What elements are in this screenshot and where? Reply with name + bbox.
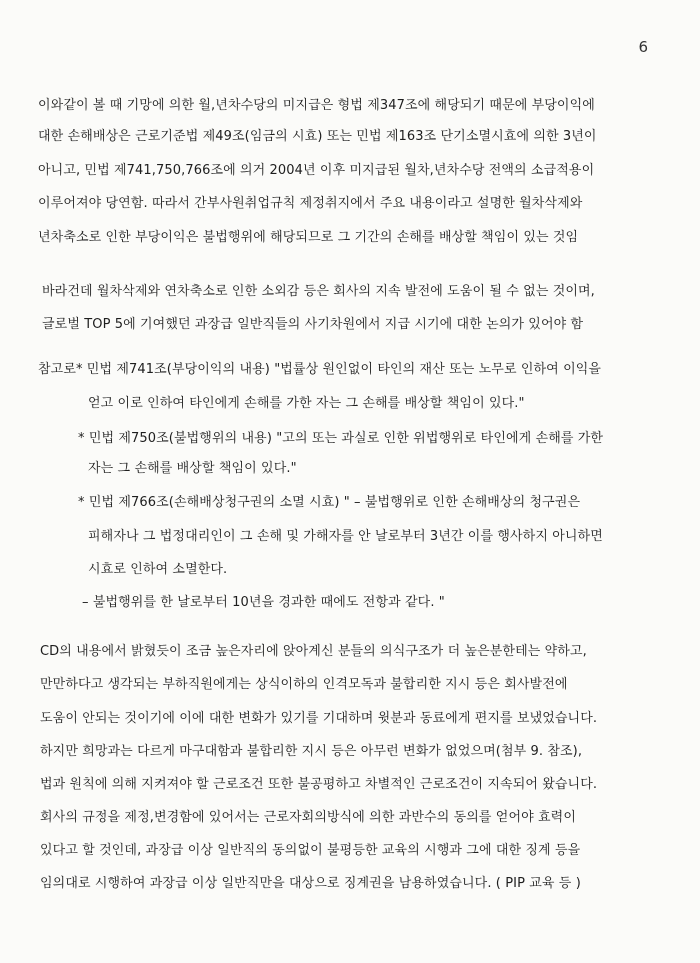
text-line: 임의대로 시행하여 과장급 이상 일반직만을 대상으로 징계권을 남용하였습니다. ( PIP 교육 등 ) xyxy=(40,876,581,891)
text-line: 대한 손해배상은 근로기준법 제49조(임금의 시효) 또는 민법 제163조 단기소멸시효에 의한 3년이 xyxy=(38,129,597,144)
reference-line: 시효로 인하여 소멸한다. xyxy=(88,562,228,577)
page-number: 6 xyxy=(638,38,648,56)
reference-line: * 민법 제750조(불법행위의 내용) "고의 또는 과실로 인한 위법행위로 타인에게 손해를 가한 xyxy=(78,431,604,446)
text-line: 도움이 안되는 것이기에 이에 대한 변화가 있기를 기대하며 윗분과 동료에게 편지를 보냈었습니다. xyxy=(40,711,598,726)
reference-line: 자는 그 손해를 배상할 책임이 있다." xyxy=(88,461,297,476)
text-line: 이와같이 볼 때 기망에 의한 월,년차수당의 미지급은 형법 제347조에 해당되기 때문에 부당이익에 xyxy=(38,98,595,113)
reference-line: – 불법행위를 한 날로부터 10년을 경과한 때에도 전항과 같다. " xyxy=(82,595,445,610)
text-line: 회사의 규정을 제정,변경함에 있어서는 근로자회의방식에 의한 과반수의 동의를 얻어야 효력이 xyxy=(40,810,576,825)
text-line: 만만하다고 생각되는 부하직원에게는 상식이하의 인격모독과 불합리한 지시 등은 회사발전에 xyxy=(40,677,568,692)
text-line: 글로벌 TOP 5에 기여했던 과장급 일반직들의 사기차원에서 지급 시기에 대한 논의가 있어야 함 xyxy=(42,317,584,332)
text-line: 아니고, 민법 제741,750,766조에 의거 2004년 이후 미지급된 월차,년차수당 전액의 소급적용이 xyxy=(38,163,595,178)
text-line: 있다고 할 것인데, 과장급 이상 일반직의 동의없이 불평등한 교육의 시행과 그에 대한 징계 등을 xyxy=(40,843,581,858)
text-line: 하지만 희망과는 다르게 마구대함과 불합리한 지시 등은 아무런 변화가 없었으며(첨부 9. 참조), xyxy=(40,744,583,759)
text-line: 바라건데 월차삭제와 연차축소로 인한 소외감 등은 회사의 지속 발전에 도움이 될 수 없는 것이며, xyxy=(42,284,595,299)
reference-line: 참고로* 민법 제741조(부당이익의 내용) "법률상 원인없이 타인의 재산 또는 노무로 인하여 이익을 xyxy=(38,362,602,377)
text-line: 법과 원칙에 의해 지켜져야 할 근로조건 또한 불공평하고 차별적인 근로조건이 지속되어 왔습니다. xyxy=(40,777,598,792)
text-line: 년차축소로 인한 부당이익은 불법행위에 해당되므로 그 기간의 손해를 배상할 책임이 있는 것임 xyxy=(38,230,579,245)
reference-line: 피해자나 그 법정대리인이 그 손해 및 가해자를 안 날로부터 3년간 이를 행사하지 아니하면 xyxy=(88,529,603,544)
text-line: CD의 내용에서 밝혔듯이 조금 높은자리에 앉아계신 분들의 의식구조가 더 높은분한테는 약하고, xyxy=(40,644,587,659)
reference-line: * 민법 제766조(손해배상청구권의 소멸 시효) " – 불법행위로 인한 손해배상의 청구권은 xyxy=(78,495,581,510)
text-line: 이루어져야 당연함. 따라서 간부사원취업규칙 제정취지에서 주요 내용이라고 설명한 월차삭제와 xyxy=(38,196,583,211)
reference-line: 얻고 이로 인하여 타인에게 손해를 가한 자는 그 손해를 배상할 책임이 있다." xyxy=(88,396,525,411)
